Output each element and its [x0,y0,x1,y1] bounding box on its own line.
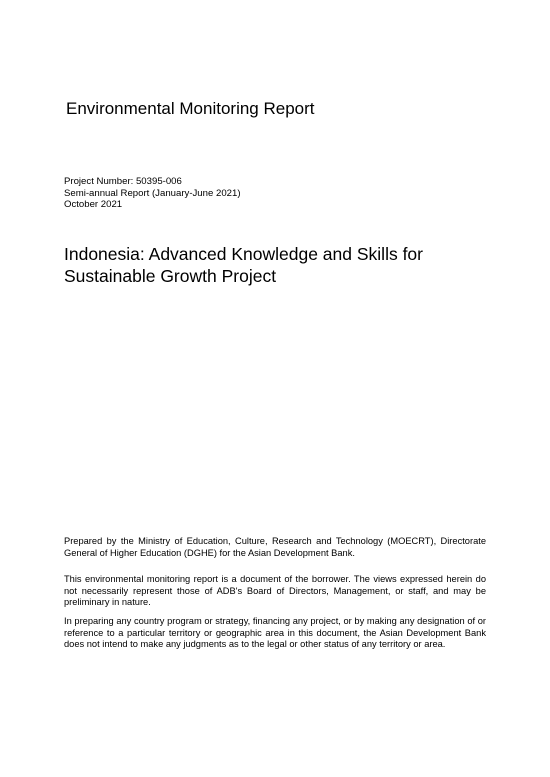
document-title-line-1: Indonesia: Advanced Knowledge and Skills for [64,244,423,264]
disclaimer-paragraph: This environmental monitoring report is a document of the borrower. The views expressed herein do not necessarily represent those of ADB's Board of Directors, Management, or staff, and may be preliminary in nature. [64,574,486,608]
document-title [64,244,484,287]
document-title-line-2: Sustainable Growth Project [64,265,277,286]
report-period: Semi-annual Report (January-June 2021) [64,187,241,199]
report-type-heading: Environmental Monitoring Report [66,99,315,118]
report-date: October 2021 [64,199,123,210]
prepared-by-paragraph: Prepared by the Ministry of Education, Culture, Research and Technology (MOECRT), Directorate General of Higher Education (DGHE) for the Asian Development Bank. [64,536,486,558]
project-number: Project Number: 50395-006 [64,176,182,187]
territory-note-paragraph: In preparing any country program or strategy, financing any project, or by making any designation of or reference to a particular territory or geographic area in this document, the Asian Development Bank does not intend to make any judgments as to the legal or other status of any territory or area. [64,616,486,650]
project-meta [64,176,241,211]
